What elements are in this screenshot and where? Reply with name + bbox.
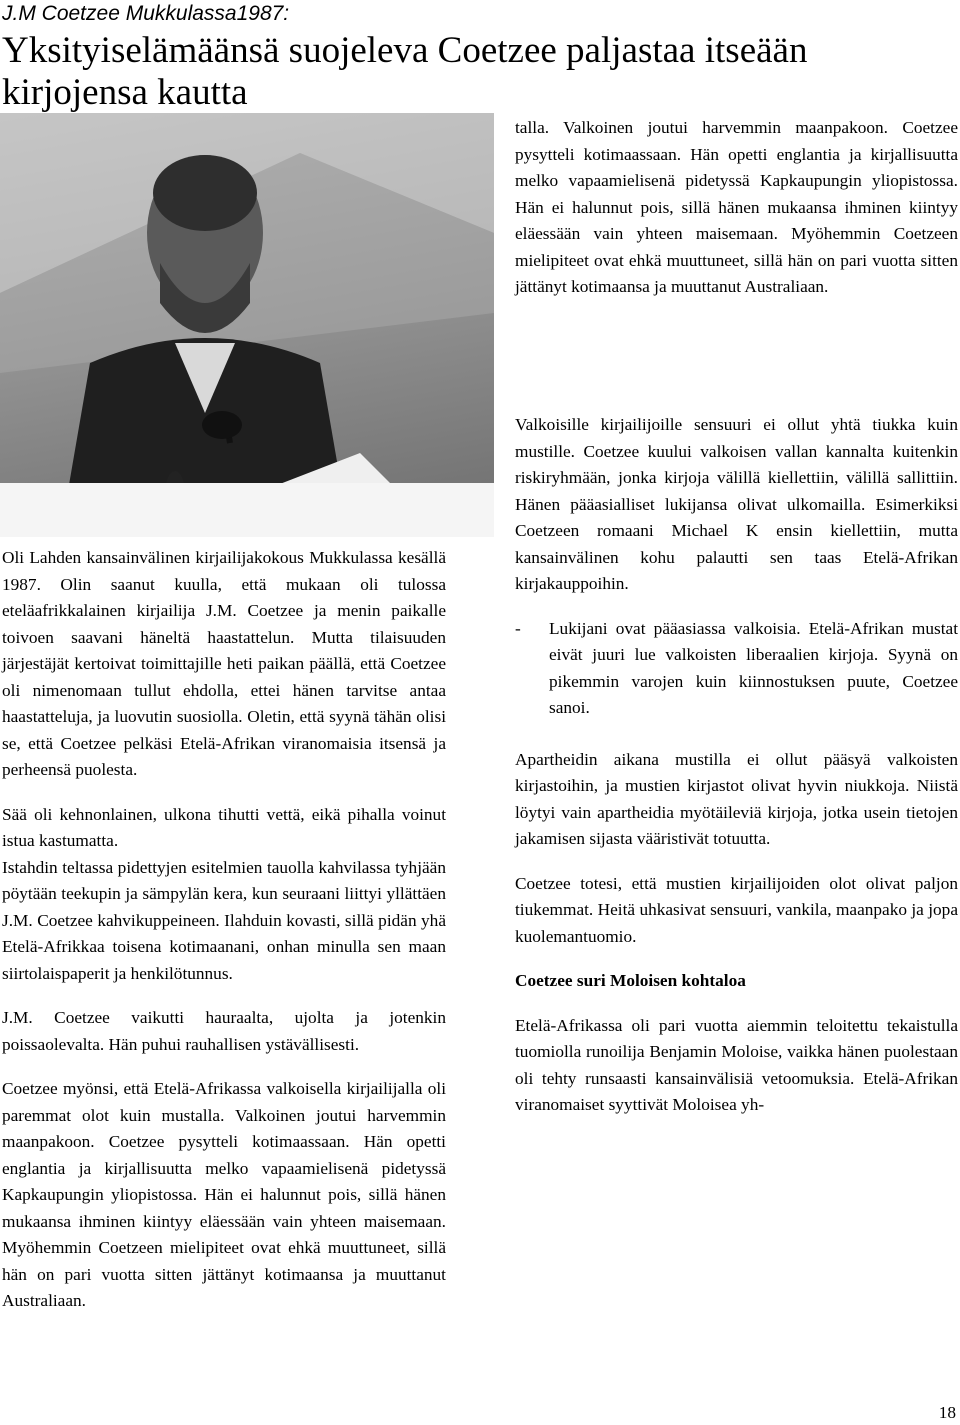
left-column <box>2 545 446 1310</box>
paragraph: Istahdin teltassa pidettyjen esitelmien tauolla kahvilassa tyhjään pöytään teekupin ja sämpylän kera, kun seuraani liittyi yllättäen J.M. Coetzee kahvikuppeineen. Ilahduin kovasti, sillä pidän yhä Etelä-Afrikkaa toisena kotimaanani, onhan minulla sen maan siirtolaispaperit ja henkilötunnus. <box>2 857 446 983</box>
paragraph: Coetzee totesi, että mustien kirjailijoiden olot olivat paljon tiukemmat. Heitä uhkasivat sensuuri, vankila, maanpako ja jopa kuolemantuomio. <box>515 873 958 946</box>
paragraph: Valkoisille kirjailijoille sensuuri ei ollut yhtä tiukka kuin mustille. Coetzee kuului valkoisen vallan kannalta kuitenkin riskiryhmään, jonka kirjoja välillä kiellettiin, välillä sallittiin. Hänen pääasialliset lukijansa olivat ulkomailla. Esimerkiksi Coetzeen romaani Michael K ensin kiellettiin, mutta kansainvälinen kohu palautti sen taas Etelä-Afrikan kirjakauppoihin. <box>515 415 958 593</box>
quote-dash: - <box>515 618 521 638</box>
left-column-continuation <box>515 115 958 319</box>
paragraph: Sää oli kehnonlainen, ulkona tihutti vettä, eikä pihalla voinut istua kastumatta. <box>2 804 446 850</box>
paragraph-continuation: talla. Valkoinen joutui harvemmin maanpakoon. Coetzee pysytteli kotimaassaan. Hän opetti englantia ja kirjallisuutta melko vapaamielisenä pidetyssä Kapkaupungin yliopistossa. Hän ei halunnut pois, sillä hänen mukaansa ihminen kiintyy eläessään vain yhteen maisemaan. Myöhemmin Coetzeen mielipiteet ovat ehkä muuttuneet, sillä hän on pari vuotta sitten jättänyt kotimaansa ja muuttanut Australiaan. <box>515 118 958 296</box>
quote-block <box>515 616 958 722</box>
photo-illustration <box>0 113 494 537</box>
paragraph: Apartheidin aikana mustilla ei ollut pääsyä valkoisten kirjastoihin, ja mustien kirjastot olivat hyvin niukkoja. Niistä löytyi vain apartheidia myötäileviä kirjoja, jotka usein tietojen jakamisen sijasta vääristivät totuutta. <box>515 749 958 848</box>
right-column <box>515 412 958 1137</box>
quote-text: Lukijani ovat pääasiassa valkoisia. Etelä-Afrikan mustat eivät juuri lue valkoisten liberaalien kirjoja. Syynä on pikemmin varojen kuin kiinnostuksen puute, Coetzee sanoi. <box>549 618 958 717</box>
page-number: 18 <box>938 1403 956 1422</box>
paragraph: Oli Lahden kansainvälinen kirjailijakokous Mukkulassa kesällä 1987. Olin saanut kuulla, että mukaan oli tulossa eteläafrikkalainen kirjailija J.M. Coetzee ja menin paikalle toivoen saavani häneltä haastattelun. Mutta tilaisuuden järjestäjät kertoivat toimittajille heti paikan päällä, että Coetzee oli nimenomaan tullut ehdolla, ettei hänen tarvitse antaa haastatteluja, ja luovutin suosiolla. Oletin, että syynä tähän olisi se, että Coetzee pelkäsi Etelä-Afrikan viranomaisia itsensä ja perheensä puolesta. <box>2 548 446 779</box>
article-kicker: J.M Coetzee Mukkulassa1987: <box>2 2 290 25</box>
article-headline: Yksityiselämäänsä suojeleva Coetzee paljastaa itseään kirjojensa kautta <box>2 30 808 113</box>
section-subheading: Coetzee suri Moloisen kohtaloa <box>515 971 746 990</box>
paragraph: J.M. Coetzee vaikutti hauraalta, ujolta ja jotenkin poissaolevalta. Hän puhui rauhallisen ystävällisesti. <box>2 1008 446 1054</box>
speaker-photo <box>0 113 494 537</box>
paragraph: Coetzee myönsi, että Etelä-Afrikassa valkoisella kirjailijalla oli paremmat olot kuin mustalla. Valkoinen joutui harvemmin maanpakoon. Coetzee pysytteli kotimaassaan. Hän opetti englantia ja kirjallisuutta melko vapaamielisenä pidetyssä Kapkaupungin yliopistossa. Hän ei halunnut pois, sillä hänen mukaansa ihminen kiintyy eläessään vain yhteen maisemaan. Myöhemmin Coetzeen mielipiteet ovat ehkä muuttuneet, sillä hän on pari vuotta sitten jättänyt kotimaansa ja muuttanut Australiaan. <box>2 1079 446 1310</box>
paragraph: Etelä-Afrikassa oli pari vuotta aiemmin teloitettu tekaistulla tuomiolla runoilija Benjamin Moloise, vaikka hänen puolestaan oli tehty runsaasti kansainvälisiä vetoomuksia. Etelä-Afrikan viranomaiset syyttivät Moloisea yh- <box>515 1015 958 1114</box>
